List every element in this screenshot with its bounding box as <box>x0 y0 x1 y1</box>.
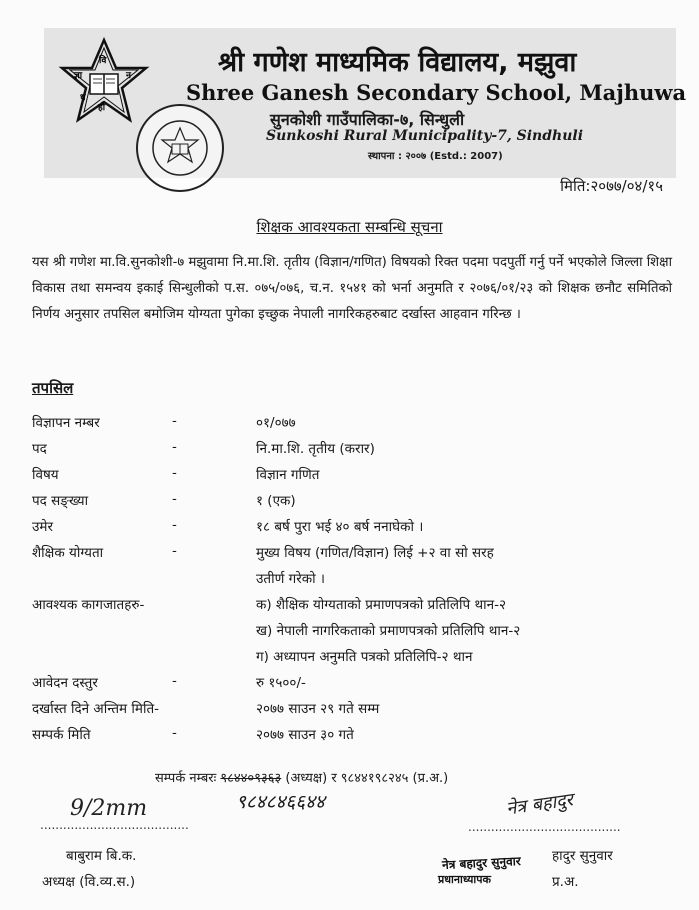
struck-phone-number: ९८४४०९३६३ <box>220 771 282 786</box>
detail-value: १८ बर्ष पुरा भई ४० बर्ष ननाघेको । <box>256 519 424 535</box>
school-name-english: Shree Ganesh Secondary School, Majhuwa <box>186 80 687 105</box>
detail-label: उमेर <box>32 519 53 535</box>
contact-line <box>155 768 448 786</box>
contact-prefix: सम्पर्क नम्बरः <box>155 771 217 786</box>
right-signature: नेत्र बहादुर <box>504 789 575 820</box>
detail-separator: - <box>172 465 177 481</box>
detail-separator: - <box>172 725 177 741</box>
emblem-letter: ध <box>80 93 86 103</box>
detail-separator: - <box>172 543 177 559</box>
detail-value-continued: ख) नेपाली नागरिकताको प्रमाणपत्रको प्रतिलिपि थान-२ <box>256 623 521 639</box>
detail-label: विज्ञापन नम्बर <box>32 415 100 431</box>
detail-label: पद <box>32 441 47 457</box>
notice-title <box>0 217 699 237</box>
detail-separator: - <box>172 673 177 689</box>
detail-label: सम्पर्क मिति <box>32 727 91 743</box>
detail-separator: - <box>172 517 177 533</box>
detail-label: आवेदन दस्तुर <box>32 675 98 691</box>
detail-separator: - <box>172 413 177 429</box>
detail-value-continued: ग) अध्यापन अनुमति पत्रको प्रतिलिपि-२ थान <box>256 649 473 665</box>
detail-separator: - <box>172 491 177 507</box>
emblem-letter: ज्ञा <box>74 71 83 81</box>
detail-value: रु १५००/- <box>256 675 306 691</box>
left-signature: 9/2mm <box>70 796 148 821</box>
emblem-letter: हो <box>98 103 106 113</box>
detail-value: २०७७ साउन २९ गते सम्म <box>256 701 380 717</box>
detail-separator: - <box>172 439 177 455</box>
detail-label: दर्खास्त दिने अन्तिम मिति- <box>32 701 160 717</box>
detail-label: पद सङ्ख्या <box>32 493 89 509</box>
notice-date: मिति:२०७७/०४/१५ <box>560 177 663 195</box>
detail-value: ०१/०७७ <box>256 415 296 431</box>
detail-value: क) शैक्षिक योग्यताको प्रमाणपत्रको प्रतिलिपि थान-२ <box>256 597 507 613</box>
municipality-nepali: सुनकोशी गाउँपालिका-७, सिन्धुली <box>270 110 465 129</box>
emblem-letter: न <box>126 71 131 81</box>
emblem-letter: वि <box>99 56 107 66</box>
detail-value: २०७७ साउन ३० गते <box>256 727 354 743</box>
notice-title-text: शिक्षक आवश्यकता सम्बन्धि सूचना <box>256 218 443 236</box>
notice-body <box>32 250 672 328</box>
school-seal-icon <box>134 102 226 194</box>
left-signatory-name: बाबुराम बि.क. <box>66 848 137 864</box>
headmaster-stamp-name: नेत्र बहादुर सुनुवार <box>441 853 522 873</box>
detail-value: १ (एक) <box>256 493 296 509</box>
details-heading: तपसिल <box>32 379 74 397</box>
detail-value: मुख्य विषय (गणित/विज्ञान) लिई +२ वा सो सरह <box>256 545 494 561</box>
detail-value-continued: उतीर्ण गरेको । <box>256 571 326 587</box>
notice-body-paragraph: यस श्री गणेश मा.वि.सुनकोशी-७ मझुवामा नि.मा.शि. तृतीय (विज्ञान/गणित) विषयको रिक्त पदमा पदपुर्ती गर्नु पर्ने भएकोले जिल्ला शिक्षा विकास तथा समन्वय इकाई सिन्धुलीको प.स. ०७५/०७६, च.न. १५४१ को भर्ना अनुमति र २०७६/०१/२३ को शिक्षक छनौट समितिको निर्णय अनुसार तपसिल बमोजिम योग्यता पुगेका इच्छुक नेपाली नागरिकहरुबाट दर्खास्त आहवान गरिन्छ । <box>32 255 672 322</box>
detail-label: आवश्यक कागजातहरु- <box>32 597 145 613</box>
right-signature-line: ........................................ <box>468 820 621 834</box>
headmaster-stamp-title: प्रधानाध्यापक <box>438 873 491 886</box>
detail-label: शैक्षिक योग्यता <box>32 545 104 561</box>
left-signature-line: ....................................... <box>40 818 189 832</box>
detail-value: नि.मा.शि. तृतीय (करार) <box>256 441 375 457</box>
right-signatory-title: प्र.अ. <box>552 874 579 890</box>
detail-label: विषय <box>32 467 59 483</box>
established-year: स्थापना : २००७ (Estd.: 2007) <box>368 151 503 162</box>
detail-value: विज्ञान गणित <box>256 467 320 483</box>
handwritten-phone-number: ९८४८४६६४४ <box>236 791 325 813</box>
school-name-nepali: श्री गणेश माध्यमिक विद्यालय, मझुवा <box>218 47 577 78</box>
municipality-english: Sunkoshi Rural Municipality-7, Sindhuli <box>266 128 584 144</box>
contact-numbers: (अध्यक्ष) र ९८४४१९८२४५ (प्र.अ.) <box>285 771 449 786</box>
left-signatory-title: अध्यक्ष (वि.व्य.स.) <box>42 874 136 890</box>
right-signatory-name: हादुर सुनुवार <box>552 848 613 864</box>
